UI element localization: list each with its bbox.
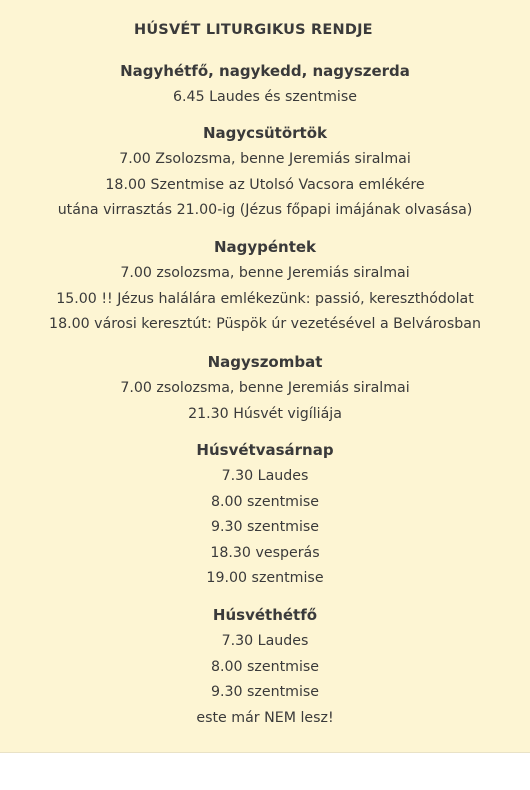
page-title: HÚSVÉT LITURGIKUS RENDJE (134, 22, 373, 38)
schedule-line: 6.45 Laudes és szentmise (173, 89, 357, 105)
schedule-line: 18.00 városi keresztút: Püspök úr vezetésével a Belvárosban (49, 316, 481, 332)
section-nagycsutortok (0, 121, 530, 224)
schedule-line: 18.30 vesperás (210, 544, 320, 561)
schedule-line: 9.30 szentmise (210, 519, 320, 535)
schedule-line: este már NEM lesz! (196, 709, 334, 726)
section-heading: Nagycsütörtök (202, 124, 327, 142)
section-heading: Húsvétvasárnap (196, 441, 334, 459)
schedule-line: 7.30 Laudes (221, 468, 309, 484)
schedule-line: 18.00 Szentmise az Utolsó Vacsora emlékére (105, 176, 425, 193)
schedule-line: 21.30 Húsvét vigíliája (188, 405, 342, 422)
section-heading: Nagyhétfő, nagykedd, nagyszerda (120, 62, 410, 80)
schedule-line: 8.00 szentmise (210, 493, 320, 510)
schedule-line: 9.30 szentmise (210, 684, 320, 700)
section-nagypentek (0, 235, 530, 338)
schedule-line: 7.00 Zsolozsma, benne Jeremiás siralmai (119, 151, 411, 167)
schedule-line: 19.00 szentmise (206, 570, 324, 586)
section-nagyszombat (0, 350, 530, 427)
section-heading: Húsvéthétfő (212, 606, 318, 624)
section-husvetvasarnap (0, 438, 530, 592)
schedule-line: 7.30 Laudes (221, 633, 309, 649)
section-husvethetfo (0, 603, 530, 731)
schedule-line: 7.00 zsolozsma, benne Jeremiás siralmai (120, 265, 410, 281)
schedule-line: utána virrasztás 21.00-ig (Jézus főpapi imájának olvasása) (57, 202, 473, 218)
section-heading: Nagyszombat (207, 353, 323, 371)
schedule-line: 15.00 !! Jézus halálára emlékezünk: passió, kereszthódolat (56, 290, 474, 307)
schedule-line: 7.00 zsolozsma, benne Jeremiás siralmai (120, 380, 410, 396)
section-nagyhetfo (0, 59, 530, 111)
section-heading: Nagypéntek (213, 238, 317, 256)
schedule-line: 8.00 szentmise (210, 658, 320, 675)
